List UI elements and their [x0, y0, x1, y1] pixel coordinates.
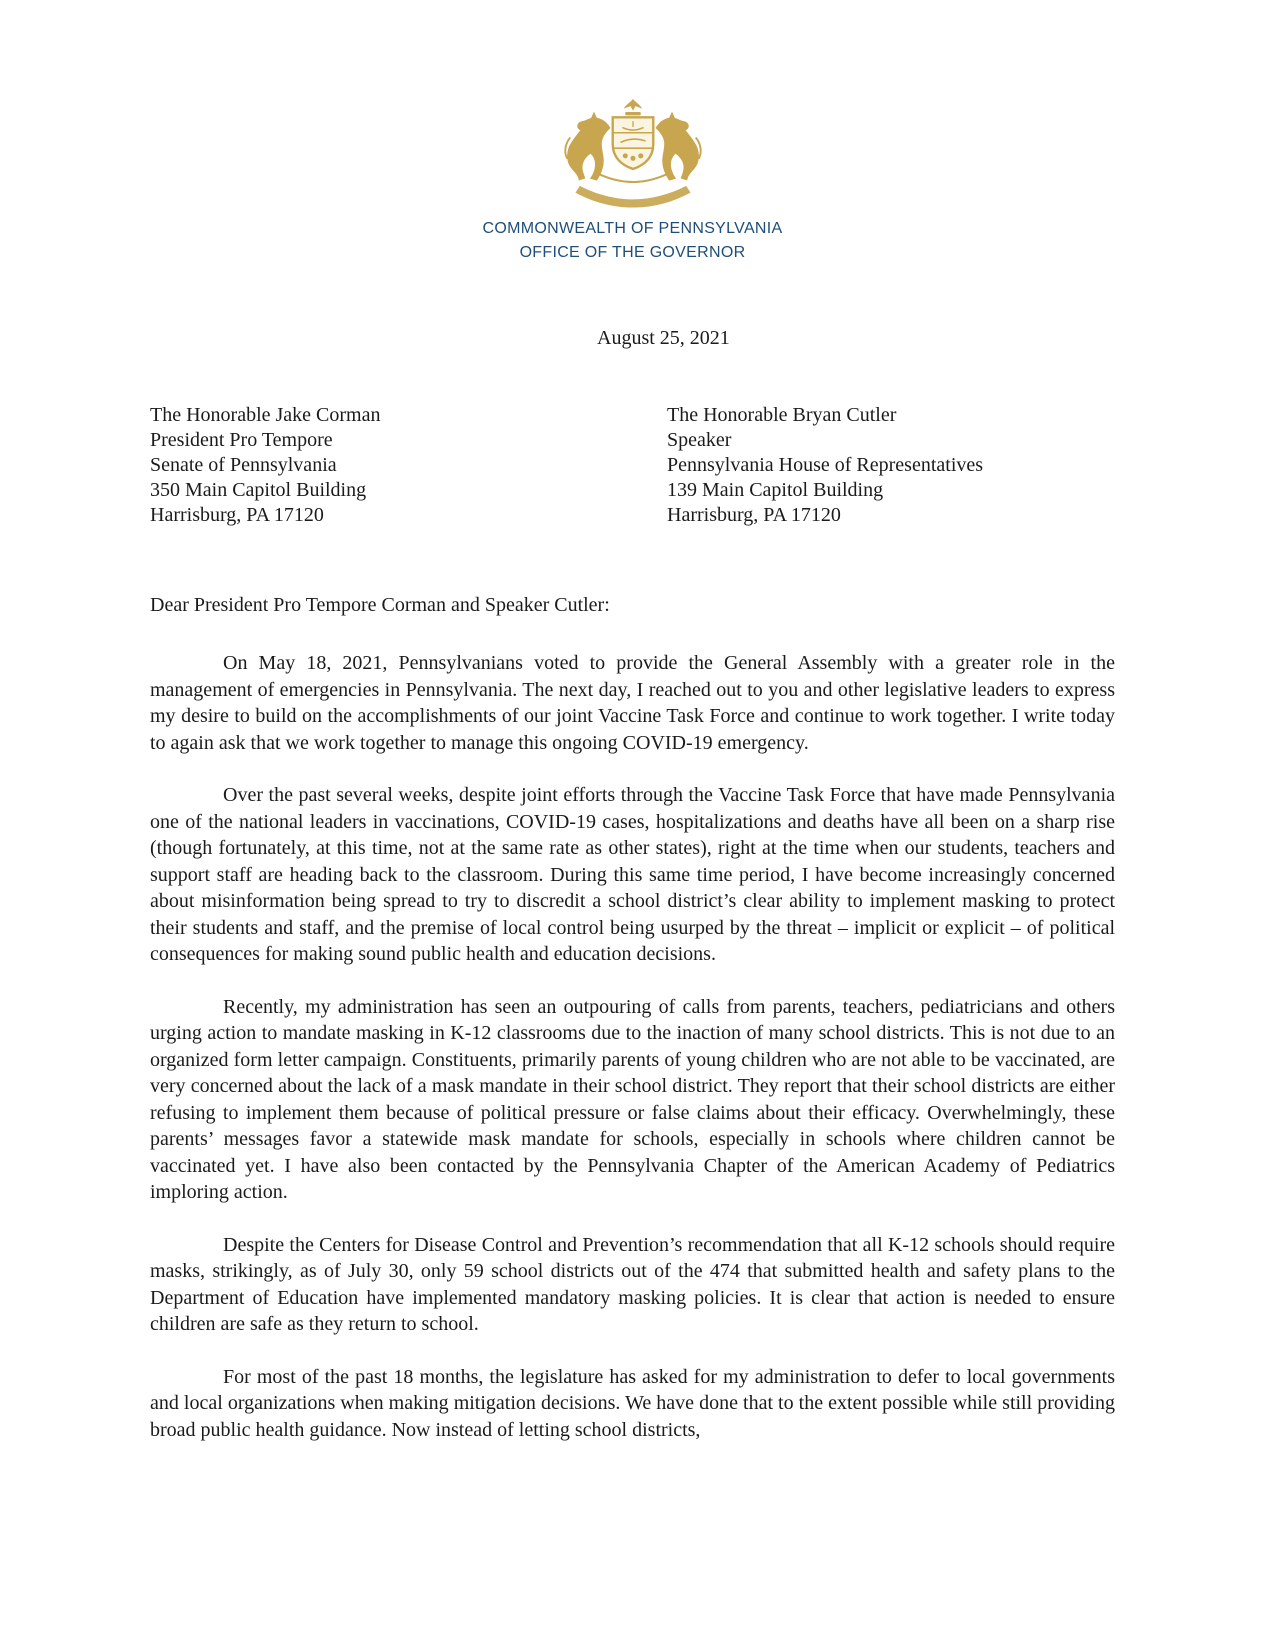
- salutation: Dear President Pro Tempore Corman and Speaker Cutler:: [150, 594, 610, 616]
- letterhead-text: [0, 219, 1265, 262]
- recipient-org: Senate of Pennsylvania: [150, 454, 337, 476]
- recipient-title: Speaker: [667, 429, 732, 451]
- body-paragraph-2: Over the past several weeks, despite joint efforts through the Vaccine Task Force that have made Pennsylvania one of the national leaders in vaccinations, COVID-19 cases, hospitalizations and deaths have all been on a sharp rise (though fortunately, at this time, not at the same rate as other states), right at the time when our students, teachers and support staff are heading back to the classroom. During this same time period, I have become increasingly concerned about misinformation being spread to try to discredit a school district’s clear ability to implement masking to protect their students and staff, and the premise of local control being usurped by the threat – implicit or explicit – of political consequences for making sound public health and education decisions.: [150, 784, 1115, 965]
- org-office: OFFICE OF THE GOVERNOR: [519, 244, 746, 261]
- eagle-crest: [623, 99, 641, 111]
- letterhead: [0, 0, 1265, 262]
- recipient-blocks: [150, 403, 1115, 528]
- recipient-corman-address: [150, 403, 667, 528]
- recipient-cutler-address: [667, 403, 1115, 528]
- recipient-city: Harrisburg, PA 17120: [150, 504, 324, 526]
- recipient-city: Harrisburg, PA 17120: [667, 504, 841, 526]
- recipient-street: 350 Main Capitol Building: [150, 479, 367, 501]
- org-name: COMMONWEALTH OF PENNSYLVANIA: [482, 220, 783, 237]
- body-paragraph-1: On May 18, 2021, Pennsylvanians voted to provide the General Assembly with a greater role in the management of emergencies in Pennsylvania. The next day, I reached out to you and other legislative leaders to express my desire to build on the accomplishments of our joint Vaccine Task Force and continue to work together. I write today to again ask that we work together to manage this ongoing COVID-19 emergency.: [150, 652, 1115, 754]
- recipient-org: Pennsylvania House of Representatives: [667, 454, 984, 476]
- body-paragraph-3: Recently, my administration has seen an outpouring of calls from parents, teachers, pediatricians and others urging action to mandate masking in K-12 classrooms due to the inaction of many school districts. This is not due to an organized form letter campaign. Constituents, primarily parents of young children who are not able to be vaccinated, are very concerned about the lack of a mask mandate in their school district. They report that their school districts are either refusing to implement them because of political pressure or false claims about their efficacy. Overwhelmingly, these parents’ messages favor a statewide mask mandate for schools, especially in schools where children cannot be vaccinated yet. I have also been contacted by the Pennsylvania Chapter of the American Academy of Pediatrics imploring action.: [150, 995, 1115, 1203]
- recipient-street: 139 Main Capitol Building: [667, 479, 884, 501]
- recipient-name: The Honorable Bryan Cutler: [667, 404, 897, 426]
- pennsylvania-coat-of-arms-icon: [548, 97, 718, 209]
- recipient-title: President Pro Tempore: [150, 429, 333, 451]
- body-paragraph-4: Despite the Centers for Disease Control and Prevention’s recommendation that all K-12 schools should require masks, strikingly, as of July 30, only 59 school districts out of the 474 that submitted health and safety plans to the Department of Education have implemented mandatory masking policies. It is clear that action is needed to ensure children are safe as they return to school.: [150, 1233, 1115, 1335]
- letter-date: August 25, 2021: [597, 327, 730, 349]
- recipient-name: The Honorable Jake Corman: [150, 404, 381, 426]
- body-paragraph-5: For most of the past 18 months, the legislature has asked for my administration to defer to local governments and local organizations when making mitigation decisions. We have done that to the extent possible while still providing broad public health guidance. Now instead of letting school districts,: [150, 1365, 1115, 1441]
